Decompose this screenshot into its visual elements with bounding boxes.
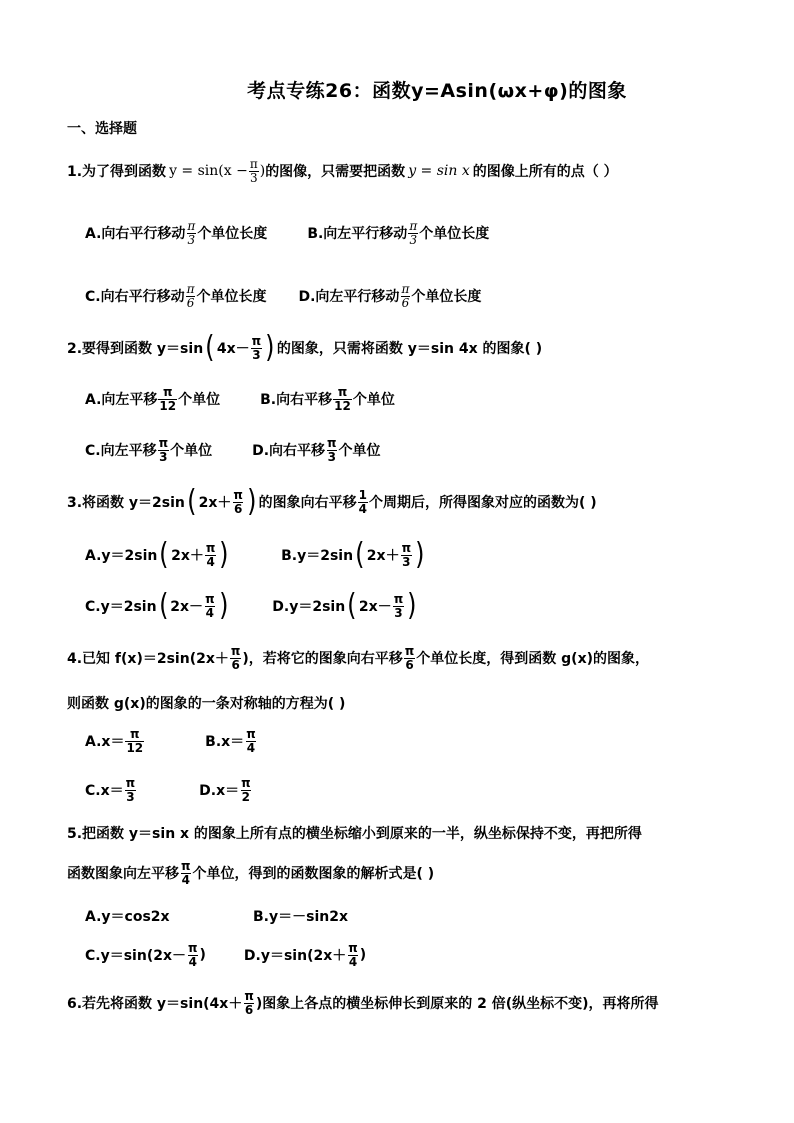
question-2-options-cd: C.向左平移 $\frac{\pi}{3}$ 个单位 D.向右平移 $\frac{\pi}{3}$ 个单位	[85, 436, 381, 464]
question-5-options-ab: A.y＝cos2x B.y＝－sin2x	[85, 909, 348, 925]
question-4-stem-cont: 则函数 g(x)的图象的一条对称轴的方程为( )	[67, 696, 346, 712]
question-1-stem: 1.为了得到函数 y = sin(x − $\frac{\pi}{3}$ ) 的图像，只需要把函数 y = sin x 的图像上所有的点（ ）	[67, 157, 618, 185]
question-5-options-cd: C.y＝sin(2x－ $\frac{\pi}{4}$ ) D.y＝sin(2x＋ $\frac{\pi}{4}$ )	[85, 941, 367, 969]
question-4-options-ab: A.x＝ $\frac{\pi}{12}$ B.x＝ $\frac{\pi}{4}$	[85, 727, 256, 755]
question-1-options-cd: C.向右平行移动 $\frac{\pi}{6}$ 个单位长度 D.向左平行移动 $\frac{\pi}{6}$ 个单位长度	[85, 282, 482, 310]
page-title: 考点专练26：函数y=Asin(ωx+φ)的图象	[247, 80, 627, 102]
question-1-options-ab: A.向右平行移动 $\frac{\pi}{3}$ 个单位长度 B.向左平行移动 $\frac{\pi}{3}$ 个单位长度	[85, 219, 490, 247]
question-3-stem: 3.将函数 y＝2sin ( 2x＋ $\frac{\pi}{6}$ ) 的图象向右平移 $\frac{1}{4}$ 个周期后，所得图象对应的函数为( )	[67, 484, 597, 519]
question-2-options-ab: A.向左平移 $\frac{\pi}{12}$ 个单位 B.向右平移 $\frac{\pi}{12}$ 个单位	[85, 385, 395, 413]
question-5-stem: 5.把函数 y＝sin x 的图象上所有点的横坐标缩小到原来的一半，纵坐标保持不变，再把所得	[67, 826, 642, 842]
question-5-stem-cont: 函数图象向左平移 $\frac{\pi}{4}$ 个单位，得到的函数图象的解析式是( )	[67, 859, 435, 887]
section-heading: 一、选择题	[67, 121, 137, 137]
fraction: $\frac{\pi}{3}$	[249, 157, 258, 185]
question-3-options-cd: C.y＝2sin ( 2x－ $\frac{\pi}{4}$ ) D.y＝2sin ( 2x－ $\frac{\pi}{3}$ )	[85, 588, 417, 623]
question-4-options-cd: C.x＝ $\frac{\pi}{3}$ D.x＝ $\frac{\pi}{2}$	[85, 776, 251, 804]
question-3-options-ab: A.y＝2sin ( 2x＋ $\frac{\pi}{4}$ ) B.y＝2sin ( 2x＋ $\frac{\pi}{3}$ )	[85, 537, 425, 572]
question-2-stem: 2.要得到函数 y＝sin ( 4x－ $\frac{\pi}{3}$ ) 的图象，只需将函数 y＝sin 4x 的图象( )	[67, 330, 543, 365]
question-6-stem: 6.若先将函数 y＝sin(4x＋ $\frac{\pi}{6}$ )图象上各点的横坐标伸长到原来的 2 倍(纵坐标不变)，再将所得	[67, 989, 659, 1017]
question-4-stem: 4.已知 f(x)＝2sin(2x＋ $\frac{\pi}{6}$ )，若将它的图象向右平移 $\frac{\pi}{6}$ 个单位长度，得到函数 g(x)的图象，	[67, 644, 650, 672]
